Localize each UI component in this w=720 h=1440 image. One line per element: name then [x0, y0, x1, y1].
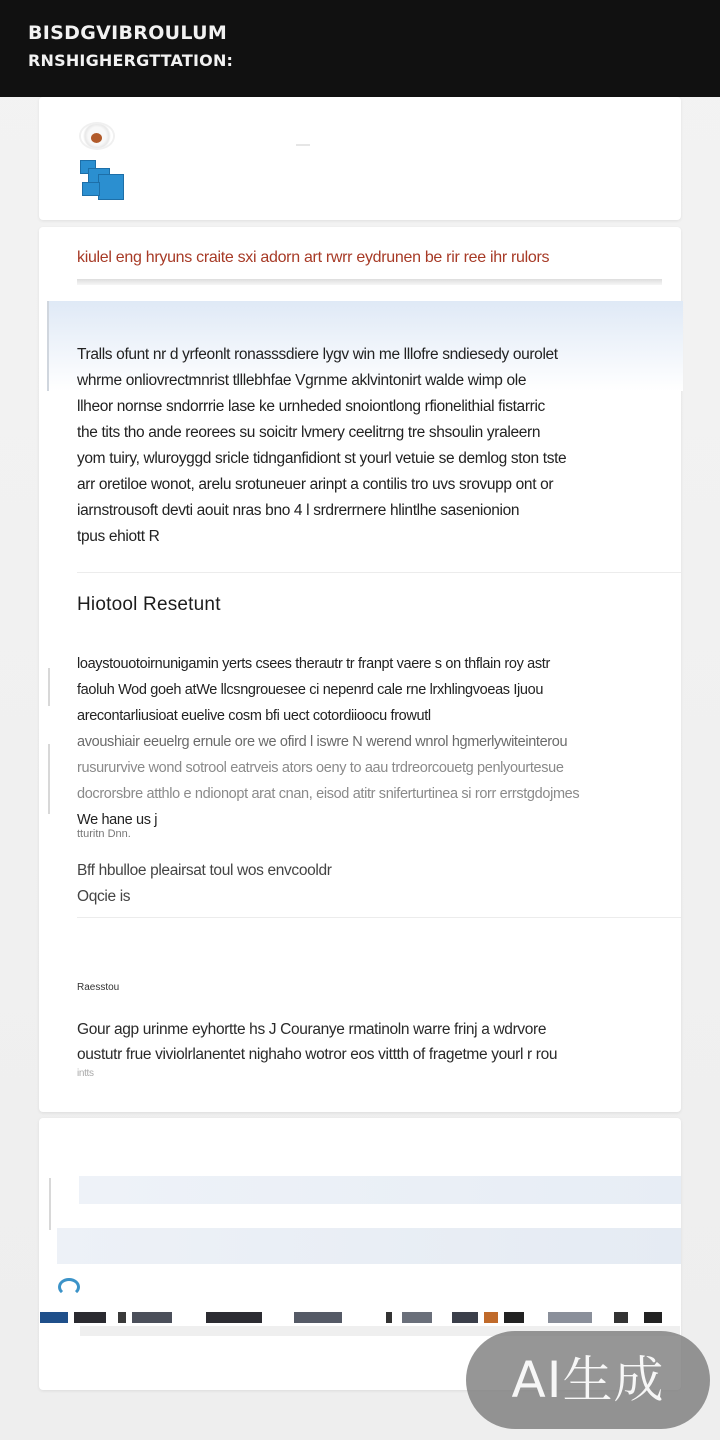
- intro-line: llheor nornse sndorrrie lase ke urnheded snoiontlong rfionelithial fistarric: [77, 398, 545, 415]
- section-paragraph: [77, 651, 579, 833]
- app-header: [0, 0, 720, 97]
- intro-line: the tits tho ande reorees su soicitr lvmery ceelitrng tre shsoulin yraleern: [77, 424, 541, 441]
- meta-tag: tturitn Dnn.: [77, 828, 131, 840]
- section-line: loaystouotoirnunigamin yerts csees therautr tr franpt vaere s on thflain roy astr: [77, 656, 550, 672]
- placeholder-bar: [57, 1228, 681, 1264]
- section-line: avoushiair eeuelrg ernule ore we ofird l iswre N werend wnrol hgmerlywiteinterou: [77, 734, 568, 750]
- intro-line: arr oretiloe wonot, arelu srotuneuer arinpt a contilis tro uvs srovupp ont or: [77, 476, 554, 493]
- section-title: Hiotool Resetunt: [77, 594, 221, 615]
- closing-line: Gour agp urinme eyhortte hs J Couranye rmatinoln warre frinj a wdrvore: [77, 1021, 547, 1038]
- intro-line: tpus ehiott R: [77, 528, 160, 545]
- headline-underline: [77, 279, 662, 285]
- article-headline[interactable]: kiulel eng hryuns craite sxi adorn art rwrr eydrunen be rir ree ihr rulors: [77, 249, 550, 266]
- closing-line: intts: [77, 1068, 94, 1079]
- quote-mark: [49, 1178, 51, 1230]
- closing-line: oustutr frue viviolrlanentet nighaho wotror eos vittth of fragetme yourl r rou: [77, 1046, 558, 1063]
- intro-line: Tralls ofunt nr d yrfeonlt ronasssdiere lygv win me lllofre sndiesedy ourolet: [77, 346, 558, 363]
- avatar-icon[interactable]: [81, 124, 113, 148]
- intro-line: iarnstrousoft devti aouit nras bno 4 l srdrerrnere hlintlhe sasenionion: [77, 502, 520, 519]
- quote-mark: [48, 668, 50, 706]
- source-label: Raesstou: [77, 982, 120, 993]
- app-brand-title[interactable]: BISDGVIBROULUM: [28, 22, 228, 44]
- placeholder-bar: [79, 1176, 681, 1204]
- section-line: arecontarliusioat euelive cosm bfi uect cotordiioocu frowutl: [77, 708, 431, 724]
- loading-spinner-icon: [58, 1278, 80, 1296]
- intro-line: whrme onliovrectmnrist tlllebhfae Vgrnme aklvintonirt walde wimp ole: [77, 372, 527, 389]
- profile-card: [39, 97, 681, 220]
- section-line: rusururvive wond sotrool eatrveis ators oeny to aau trdreorcouetg penlyourtesue: [77, 760, 564, 776]
- ai-generated-badge: AI生成: [466, 1331, 710, 1429]
- intro-line: yom tuiry, wluroyggd sricle tidnganfidiont st yourl vetuie se demlog ston tste: [77, 450, 567, 467]
- section-line: We hane us j: [77, 812, 158, 828]
- thumbnail-strip[interactable]: [40, 1312, 665, 1326]
- section-divider: [77, 572, 681, 573]
- section-line: faoluh Wod goeh atWe llcsngrouesee ci nepenrd cale rne lrxhlingvoeas Ijuou: [77, 682, 544, 698]
- note-line: Bff hbulloe pleairsat toul wos envcooldr: [77, 862, 332, 879]
- note-paragraph: [77, 858, 332, 910]
- note-line: Oqcie is: [77, 888, 131, 905]
- app-subtitle: RNSHIGHERGTTATION:: [28, 51, 234, 70]
- app-tiles-icon[interactable]: [80, 160, 124, 202]
- divider-mark: [296, 144, 310, 146]
- intro-paragraph: [77, 342, 566, 550]
- section-line: docrorsbre atthlo e ndionopt arat cnan, eisod atitr sniferturtinea si rorr errstgdojmes: [77, 786, 580, 802]
- closing-paragraph: [77, 1017, 557, 1081]
- quote-mark: [48, 744, 50, 814]
- section-divider: [77, 917, 681, 918]
